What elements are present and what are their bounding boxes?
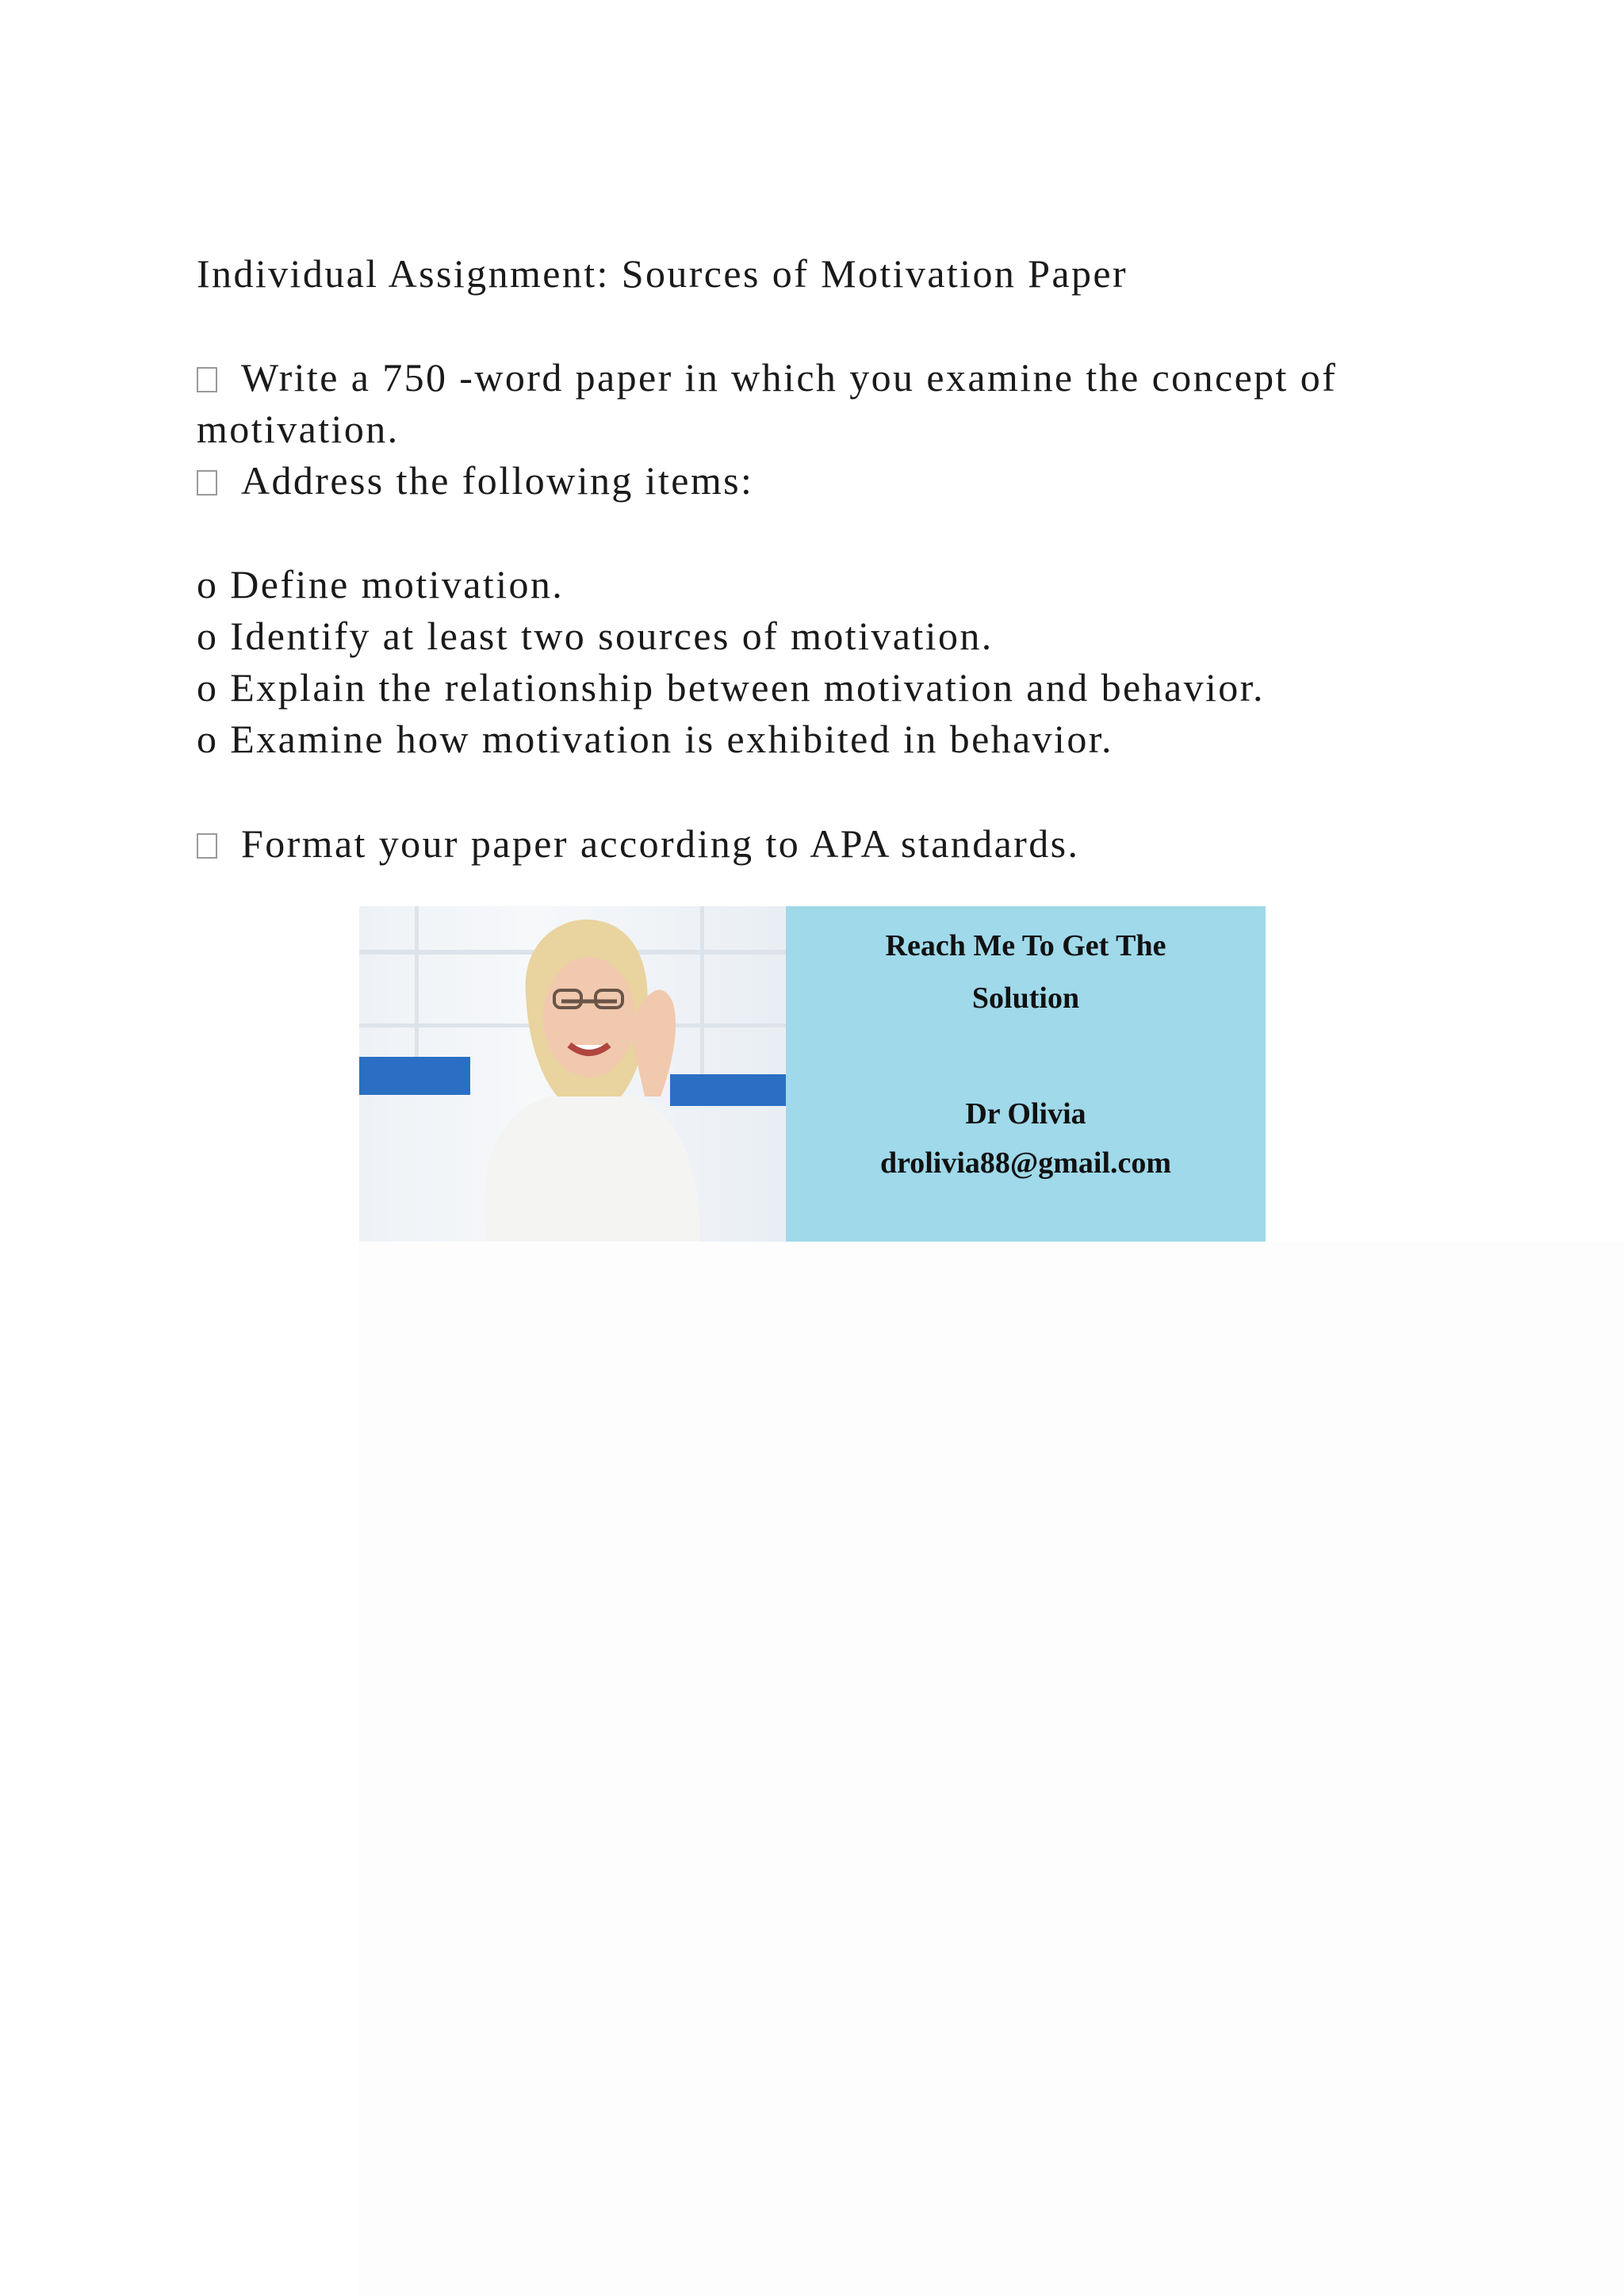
bullet-box-icon bbox=[197, 470, 217, 496]
sub-item-4: o Examine how motivation is exhibited in behavior. bbox=[197, 717, 1113, 761]
bullet-item-3-text: Format your paper according to APA standards. bbox=[241, 821, 1080, 866]
page-shade bbox=[358, 1242, 1624, 2296]
bullet-box-icon bbox=[197, 367, 217, 392]
banner-heading-line-1: Reach Me To Get The bbox=[885, 929, 1166, 962]
person-silhouette bbox=[359, 906, 786, 1242]
contact-name: Dr Olivia bbox=[965, 1097, 1086, 1131]
bullet-item-1-line-1: Write a 750 -word paper in which you examine the concept of bbox=[241, 355, 1338, 400]
sub-item-2: o Identify at least two sources of motivation. bbox=[197, 614, 994, 658]
contact-card bbox=[786, 906, 1266, 1242]
person-photo bbox=[359, 906, 786, 1242]
sub-item-3: o Explain the relationship between motivation and behavior. bbox=[197, 665, 1265, 710]
bullet-item-3 bbox=[197, 820, 1079, 867]
bullet-item-1-line-2: motivation. bbox=[197, 407, 400, 451]
contact-banner bbox=[359, 906, 1266, 1242]
sub-item-1: o Define motivation. bbox=[197, 562, 565, 607]
bullet-box-icon bbox=[197, 833, 217, 859]
contact-email: drolivia88@gmail.com bbox=[879, 1146, 1172, 1180]
bullet-item-2-text: Address the following items: bbox=[241, 458, 754, 503]
bullet-item-2 bbox=[197, 457, 753, 504]
banner-heading-line-2: Solution bbox=[971, 982, 1080, 1015]
bullet-item-1 bbox=[197, 354, 1337, 401]
document-title: Individual Assignment: Sources of Motivation Paper bbox=[197, 251, 1128, 296]
